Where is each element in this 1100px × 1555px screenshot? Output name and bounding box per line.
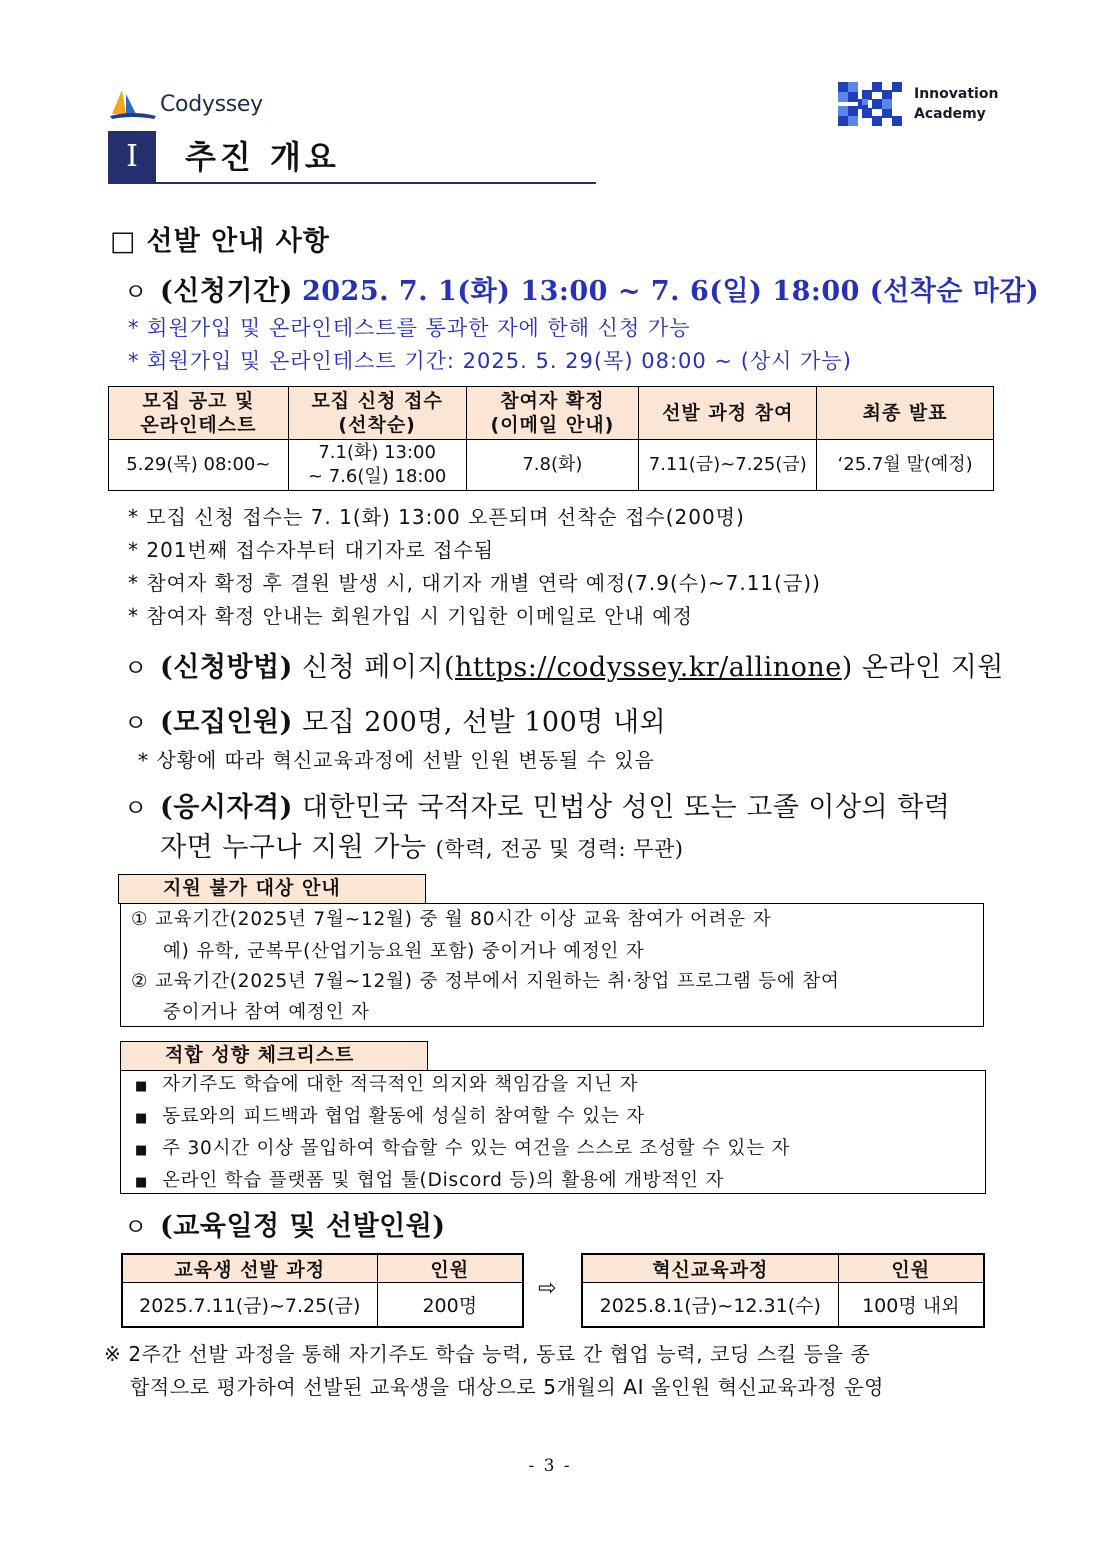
schedule-header-cell — [288, 387, 466, 440]
headcount-label: (모집인원) — [160, 707, 293, 738]
schedule-table-row — [109, 440, 994, 491]
checklist-item-text: 온라인 학습 플랫폼 및 협업 툴(Discord 등)의 활용에 개방적인 자 — [162, 1170, 725, 1191]
method-bullet — [124, 648, 1004, 688]
headcount-bullet — [124, 703, 666, 743]
education-bullet — [124, 1207, 446, 1247]
circle-bullet-icon: ㅇ — [124, 794, 148, 822]
square-bullet-icon: ■ — [135, 1143, 149, 1158]
circle-bullet-icon: ㅇ — [124, 1213, 148, 1241]
checklist-title: 적합 성향 체크리스트 — [120, 1041, 428, 1071]
schedule-cell — [109, 440, 289, 491]
sailboat-icon — [108, 86, 158, 122]
ineligible-line: 예) 유학, 군복무(산업기능요원 포함) 중이거나 예정인 자 — [163, 941, 645, 962]
eligibility-line2 — [160, 828, 684, 869]
recruit-note: * 모집 신청 접수는 7. 1(화) 13:00 오픈되며 선착순 접수(200명) — [128, 505, 745, 529]
eligibility-label: (응시자격) — [160, 792, 293, 823]
table-header-row — [122, 1254, 523, 1283]
checkbox-square-icon: □ — [110, 226, 137, 257]
cell-text: 7.1(화) 13:00 — [318, 442, 436, 463]
header-text: 참여자 확정 — [500, 390, 605, 412]
footnote-line: 합적으로 평가하여 선발된 교육생을 대상으로 5개월의 AI 올인원 혁신교육과정 운영 — [130, 1375, 885, 1399]
table-header-cell: 혁신교육과정 — [582, 1254, 838, 1283]
method-label: (신청방법) — [160, 652, 293, 683]
headcount-note: * 상황에 따라 혁신교육과정에 선발 인원 변동될 수 있음 — [138, 748, 655, 772]
cell-text: 7.11(금)~7.25(금) — [648, 454, 807, 475]
cell-text: ‘25.7월 말(예정) — [837, 454, 973, 475]
schedule-cell — [817, 440, 994, 491]
schedule-table-header-row — [109, 387, 994, 440]
schedule-header-cell — [109, 387, 289, 440]
period-note: * 회원가입 및 온라인테스트 기간: 2025. 5. 29(목) 08:00 ~ (상시 가능) — [128, 349, 852, 373]
headcount-value: 모집 200명, 선발 100명 내외 — [301, 707, 667, 738]
page-number: - 3 - — [528, 1456, 572, 1476]
cell-text: 5.29(목) 08:00~ — [126, 454, 271, 475]
education-label: (교육일정 및 선발인원) — [160, 1211, 446, 1242]
schedule-cell — [288, 440, 466, 491]
subheading-text: 선발 안내 사항 — [146, 226, 330, 257]
checklist-item — [135, 1069, 638, 1103]
logo-text-line1: Innovation — [914, 86, 999, 102]
section-title: 추진 개요 — [185, 138, 340, 176]
cell-text: ~ 7.6(일) 18:00 — [307, 466, 447, 487]
table-cell: 200명 — [377, 1283, 523, 1327]
codyssey-logo — [108, 86, 263, 122]
period-label: (신청기간) — [160, 276, 293, 307]
square-bullet-icon: ■ — [135, 1175, 149, 1190]
codyssey-logo-text: Codyssey — [160, 91, 263, 117]
apply-page-link[interactable]: https://codyssey.kr/allinone — [455, 652, 842, 683]
innovation-course-table — [581, 1253, 985, 1328]
header-text: (선착순) — [338, 414, 416, 436]
header-text: (이메일 안내) — [490, 414, 615, 436]
schedule-cell — [639, 440, 817, 491]
pixel-x-logo-icon — [838, 82, 902, 126]
subheading — [110, 222, 330, 262]
checklist-item-text: 자기주도 학습에 대한 적극적인 의지와 책임감을 지닌 자 — [162, 1074, 639, 1095]
circle-bullet-icon: ㅇ — [124, 654, 148, 682]
recruit-note: * 참여자 확정 후 결원 발생 시, 대기자 개별 연락 예정(7.9(수)~7.11(금)) — [128, 571, 821, 595]
header-text: 모집 공고 및 — [142, 390, 255, 412]
table-cell: 2025.8.1(금)~12.31(수) — [582, 1283, 838, 1327]
table-cell: 100명 내외 — [838, 1283, 984, 1327]
schedule-cell — [466, 440, 639, 491]
logo-text-line2: Academy — [914, 106, 986, 122]
header-text: 모집 신청 접수 — [311, 390, 443, 412]
table-row — [582, 1283, 984, 1327]
table-row — [122, 1283, 523, 1327]
checklist-box — [120, 1070, 986, 1194]
header-text: 온라인테스트 — [140, 414, 257, 436]
table-header-row — [582, 1254, 984, 1283]
ineligible-line: ② 교육기간(2025년 7월~12월) 중 정부에서 지원하는 취·창업 프로그램 등에 참여 — [131, 971, 840, 992]
recruit-note: * 참여자 확정 안내는 회원가입 시 기입한 이메일로 안내 예정 — [128, 604, 693, 628]
eligibility-line1: 대한민국 국적자로 민법상 성인 또는 고졸 이상의 학력 — [301, 792, 951, 823]
checklist-item — [135, 1165, 724, 1199]
period-value: 2025. 7. 1(화) 13:00 ~ 7. 6(일) 18:00 (선착순 마감) — [301, 276, 1040, 307]
schedule-header-cell — [466, 387, 639, 440]
square-bullet-icon: ■ — [135, 1111, 149, 1126]
selection-course-table — [121, 1253, 524, 1328]
method-text-before: 신청 페이지( — [301, 652, 456, 683]
circle-bullet-icon: ㅇ — [124, 709, 148, 737]
header-text: 선발 과정 참여 — [662, 402, 794, 424]
schedule-table — [108, 386, 994, 491]
eligibility-line2-small: (학력, 전공 및 경력: 무관) — [435, 837, 684, 861]
eligibility-line2-main: 자면 누구나 지원 가능 — [160, 832, 427, 863]
period-note: * 회원가입 및 온라인테스트를 통과한 자에 한해 신청 가능 — [128, 316, 691, 340]
method-text-after: ) 온라인 지원 — [841, 652, 1004, 683]
table-cell: 2025.7.11(금)~7.25(금) — [122, 1283, 377, 1327]
checklist-item-text: 주 30시간 이상 몰입하여 학습할 수 있는 여건을 스스로 조성할 수 있는 자 — [162, 1138, 791, 1159]
recruit-note: * 201번째 접수자부터 대기자로 접수됨 — [128, 538, 495, 562]
section-underline — [108, 182, 596, 184]
innovation-academy-logo — [838, 82, 998, 126]
checklist-item-text: 동료와의 피드백과 협업 활동에 성실히 참여할 수 있는 자 — [162, 1106, 645, 1127]
ineligible-title: 지원 불가 대상 안내 — [118, 874, 426, 904]
checklist-item — [135, 1133, 790, 1167]
innovation-academy-text — [914, 84, 998, 124]
table-header-cell: 교육생 선발 과정 — [122, 1254, 377, 1283]
schedule-header-cell — [639, 387, 817, 440]
period-bullet — [124, 272, 1039, 312]
square-bullet-icon: ■ — [135, 1079, 149, 1094]
right-arrow-icon: ⇨ — [538, 1276, 557, 1301]
checklist-item — [135, 1101, 645, 1135]
ineligible-line: ① 교육기간(2025년 7월~12월) 중 월 80시간 이상 교육 참여가 어려운 자 — [131, 909, 772, 930]
eligibility-bullet — [124, 788, 950, 828]
ineligible-box — [120, 903, 984, 1027]
table-header-cell: 인원 — [838, 1254, 984, 1283]
schedule-header-cell — [817, 387, 994, 440]
ineligible-line: 중이거나 참여 예정인 자 — [163, 1002, 370, 1023]
table-header-cell: 인원 — [377, 1254, 523, 1283]
footnote-line: ※ 2주간 선발 과정을 통해 자기주도 학습 능력, 동료 간 협업 능력, 코딩 스킬 등을 종 — [104, 1342, 871, 1366]
circle-bullet-icon: ㅇ — [124, 278, 148, 306]
section-number-box: I — [108, 131, 156, 183]
cell-text: 7.8(화) — [522, 454, 583, 475]
header-text: 최종 발표 — [862, 402, 948, 424]
